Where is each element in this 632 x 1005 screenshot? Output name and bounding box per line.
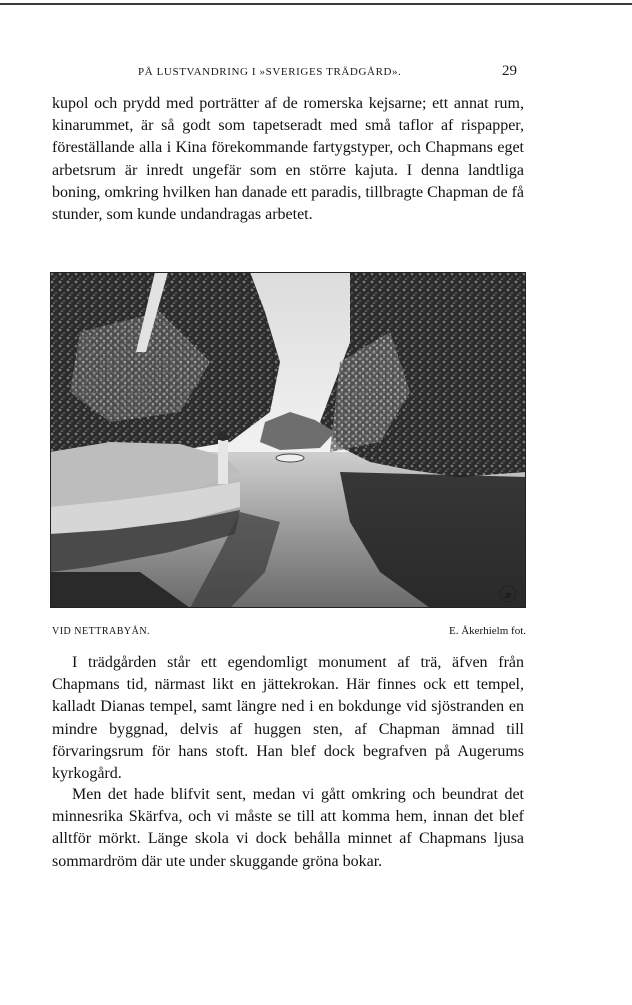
photo-credit: E. Åkerhielm fot.: [449, 625, 526, 637]
top-rule: [0, 3, 632, 5]
running-head: PÅ LUSTVANDRING I »SVERIGES TRÄDGÅRD».: [138, 66, 402, 78]
engraver-mark: æ: [504, 590, 512, 601]
photo-illustration: [50, 272, 526, 608]
paragraph-1: kupol och prydd med porträtter af de romerska kejsarne; ett annat rum, kinarummet, är så godt som tapetseradt med små taflor af rispapper, föreställande alla i Kina förekommande fartygstyper, och Chapmans eget arbetsrum är inredt ungefär som en större kajuta. I denna landtliga boning, omkring hvilken han danade ett paradis, tillbragte Chapman de få stunder, som kunde undandragas arbetet.: [52, 95, 524, 224]
paragraph-2: I trädgården står ett egendomligt monument af trä, äfven från Chapmans tid, närmast likt en jättekrokan. Här finnes ock ett tempel, kalladt Dianas tempel, samt längre ned i en bokdunge vid sjöstranden en mindre byggnad, delvis af huggen sten, af Chapman ämnad till förvaringsrum för hans stoft. Han blef dock begrafven på Augerums kyrkogård.: [52, 654, 524, 783]
photograph-river-scene: [50, 272, 526, 608]
figure-caption: VID NETTRABYÅN.: [52, 626, 151, 637]
page-number: 29: [502, 63, 517, 79]
paragraph-3: Men det hade blifvit sent, medan vi gått omkring och beundrat det minnesrika Skärfva, och vi måste se till att komma hem, innan det blef alltför mörkt. Länge skola vi dock behålla minnet af Chapmans ljusa sommardröm där ute under skuggande gröna bokar.: [52, 786, 524, 870]
